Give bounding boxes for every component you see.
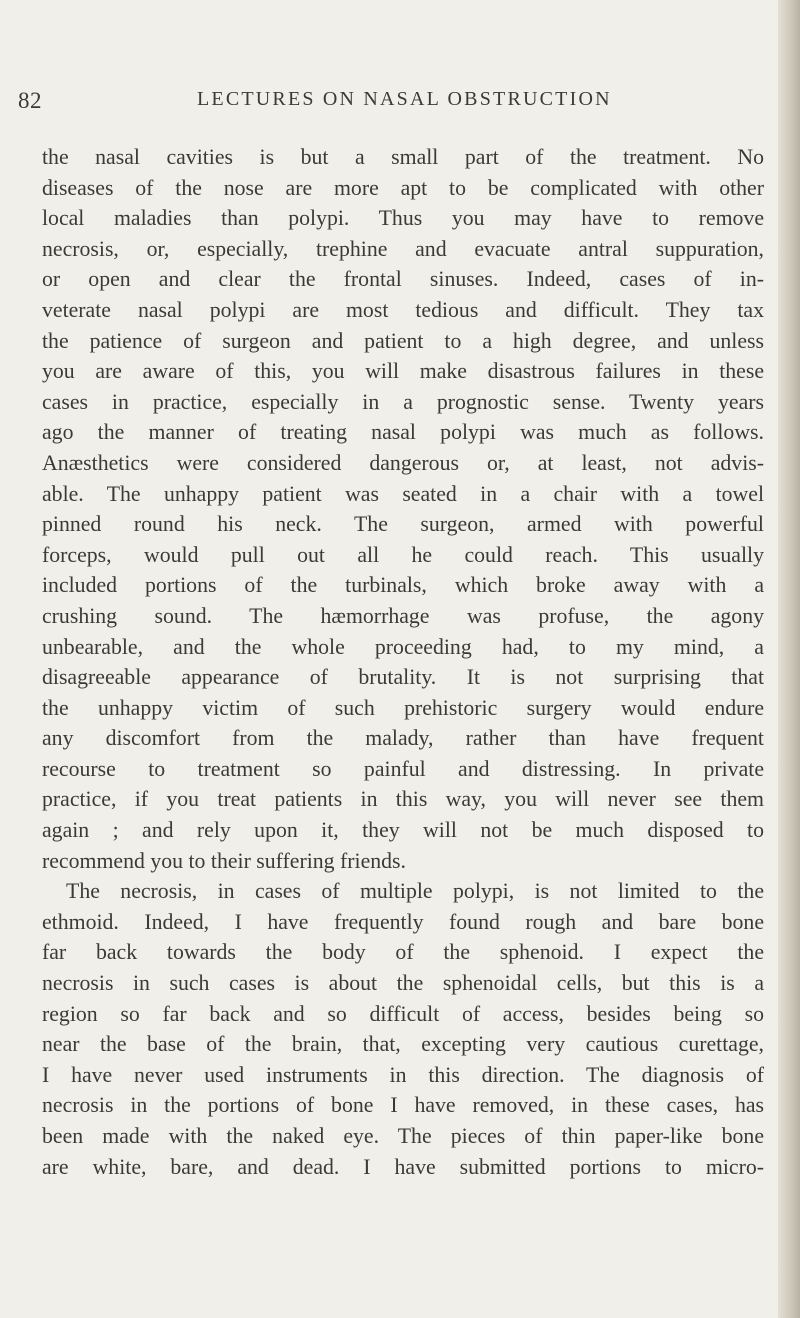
text-line: able. The unhappy patient was seated in a chair with a towel (42, 481, 764, 506)
text-line: or open and clear the frontal sinuses. Indeed, cases of in- (42, 267, 764, 292)
text-line: necrosis in such cases is about the sphenoidal cells, but this is a (42, 971, 764, 996)
text-line: cases in practice, especially in a prognostic sense. Twenty years (42, 389, 764, 414)
text-line: near the base of the brain, that, excepting very cautious curettage, (42, 1032, 764, 1057)
page-header (0, 88, 800, 128)
text-line: disagreeable appearance of brutality. It is not surprising that (42, 665, 764, 690)
text-line: region so far back and so difficult of access, besides being so (42, 1001, 764, 1026)
text-line: recourse to treatment so painful and distressing. In private (42, 756, 764, 781)
text-line: necrosis, or, especially, trephine and evacuate antral suppuration, (42, 236, 764, 261)
page-edge-shadow (778, 0, 800, 1318)
text-line: local maladies than polypi. Thus you may have to remove (42, 206, 764, 231)
text-line: The necrosis, in cases of multiple polypi, is not limited to the (66, 879, 764, 904)
text-line: are white, bare, and dead. I have submitted portions to micro- (42, 1154, 764, 1179)
text-line: unbearable, and the whole proceeding had, to my mind, a (42, 634, 764, 659)
page-number: 82 (18, 88, 42, 113)
text-line: the unhappy victim of such prehistoric surgery would endure (42, 695, 764, 720)
text-line: the nasal cavities is but a small part of the treatment. No (42, 145, 764, 169)
text-line: the patience of surgeon and patient to a high degree, and unless (42, 328, 764, 353)
text-line: you are aware of this, you will make disastrous failures in these (42, 359, 764, 384)
text-line: again ; and rely upon it, they will not be much disposed to (42, 818, 764, 843)
text-line: I have never used instruments in this direction. The diagnosis of (42, 1062, 764, 1087)
text-line: been made with the naked eye. The pieces of thin paper-like bone (42, 1124, 764, 1148)
text-line: recommend you to their suffering friends. (42, 848, 406, 873)
text-line: diseases of the nose are more apt to be complicated with other (42, 175, 764, 200)
text-line: necrosis in the portions of bone I have removed, in these cases, has (42, 1093, 764, 1118)
paragraph-2 (42, 876, 764, 1182)
text-line: any discomfort from the malady, rather than have frequent (42, 726, 764, 751)
text-line: ago the manner of treating nasal polypi was much as follows. (42, 420, 764, 445)
text-line: pinned round his neck. The surgeon, armed with powerful (42, 512, 764, 537)
text-line: forceps, would pull out all he could reach. This usually (42, 542, 764, 567)
text-line: far back towards the body of the sphenoid. I expect the (42, 940, 764, 965)
paragraph-1 (42, 142, 764, 876)
text-line: crushing sound. The hæmorrhage was profuse, the agony (42, 603, 764, 628)
text-line: veterate nasal polypi are most tedious and difficult. They tax (42, 297, 764, 322)
text-line: ethmoid. Indeed, I have frequently found rough and bare bone (42, 909, 764, 934)
text-line: Anæsthetics were considered dangerous or, at least, not advis- (42, 450, 764, 475)
body-text (42, 142, 764, 1182)
running-head: LECTURES ON NASAL OBSTRUCTION (197, 88, 612, 110)
text-line: practice, if you treat patients in this way, you will never see them (42, 787, 764, 812)
text-line: included portions of the turbinals, which broke away with a (42, 573, 764, 598)
